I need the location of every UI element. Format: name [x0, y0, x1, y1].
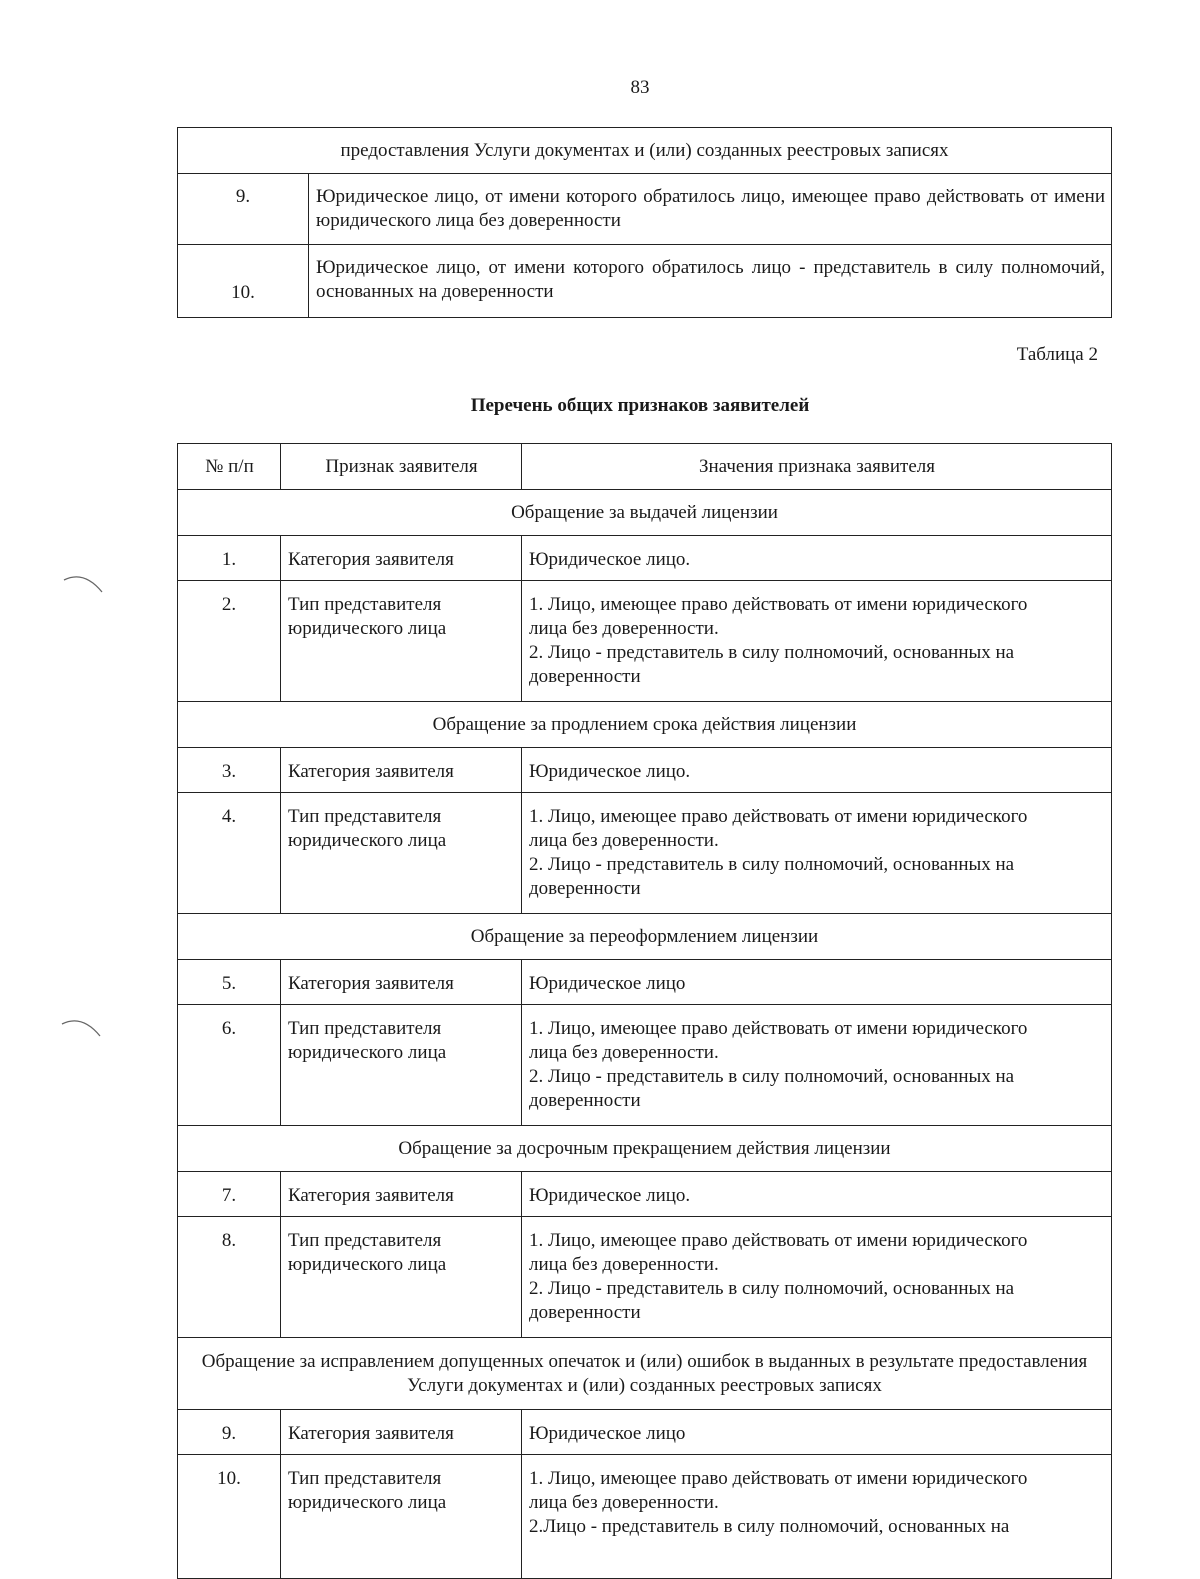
attribute-cell: Тип представителя юридического лица [281, 1455, 522, 1579]
margin-scan-mark [60, 1012, 104, 1040]
row-number: 1. [178, 536, 281, 581]
row-number: 7. [178, 1172, 281, 1217]
section-header: Обращение за исправлением допущенных опечаток и (или) ошибок в выданных в результате предоставления Услуги документах и (или) созданных реестровых записях [178, 1338, 1112, 1410]
column-header: Значения признака заявителя [522, 444, 1112, 490]
section-row [178, 914, 1112, 960]
section-header: Обращение за досрочным прекращением действия лицензии [178, 1126, 1112, 1172]
table-row [178, 128, 1112, 174]
row-number: 9. [178, 1410, 281, 1455]
table-row [178, 1455, 1112, 1579]
attribute-cell: Тип представителя юридического лица [281, 1217, 522, 1338]
table-row [178, 1005, 1112, 1126]
row-number: 6. [178, 1005, 281, 1126]
value-line: лица без доверенности. [529, 830, 719, 851]
applicant-attributes-table [177, 443, 1112, 1579]
value-line: 2. Лицо - представитель в силу полномочий, основанных на [529, 1066, 1015, 1087]
value-line: 2. Лицо - представитель в силу полномочий, основанных на [529, 854, 1015, 875]
section-row [178, 1126, 1112, 1172]
value-line: 1. Лицо, имеющее право действовать от имени юридического [529, 1468, 1028, 1489]
table-row [178, 245, 1112, 318]
value-cell: Юридическое лицо [522, 960, 1112, 1005]
value-cell: Юридическое лицо. [522, 1172, 1112, 1217]
section-header: Обращение за выдачей лицензии [178, 490, 1112, 536]
value-line: 2.Лицо - представитель в силу полномочий, основанных на [529, 1516, 1010, 1537]
table-title: Перечень общих признаков заявителей [470, 395, 810, 416]
section-header: предоставления Услуги документах и (или) созданных реестровых записях [178, 128, 1112, 174]
attribute-cell: Тип представителя юридического лица [281, 793, 522, 914]
value-line: 1. Лицо, имеющее право действовать от имени юридического [529, 1018, 1028, 1039]
table-row [178, 1172, 1112, 1217]
table-row [178, 1410, 1112, 1455]
section-row [178, 702, 1112, 748]
value-cell: Юридическое лицо. [522, 748, 1112, 793]
table-row [178, 793, 1112, 914]
attribute-cell: Тип представителя юридического лица [281, 1005, 522, 1126]
row-text: Юридическое лицо, от имени которого обратилось лицо, имеющее право действовать от имени юридического лица без доверенности [309, 174, 1112, 245]
section-header: Обращение за переоформлением лицензии [178, 914, 1112, 960]
value-cell [522, 581, 1112, 702]
value-cell: Юридическое лицо. [522, 536, 1112, 581]
table-row [178, 1217, 1112, 1338]
attribute-cell: Категория заявителя [281, 1172, 522, 1217]
row-number: 9. [178, 174, 309, 245]
value-cell: Юридическое лицо [522, 1410, 1112, 1455]
value-cell [522, 1455, 1112, 1579]
table-continued [177, 127, 1112, 318]
column-header: Признак заявителя [281, 444, 522, 490]
row-number: 10. [178, 245, 309, 318]
value-cell [522, 793, 1112, 914]
value-cell [522, 1005, 1112, 1126]
row-text: Юридическое лицо, от имени которого обратилось лицо - представитель в силу полномочий, основанных на доверенности [309, 245, 1112, 318]
attribute-cell: Тип представителя юридического лица [281, 581, 522, 702]
row-number: 4. [178, 793, 281, 914]
value-line: доверенности [529, 1090, 641, 1111]
section-row [178, 1338, 1112, 1410]
margin-scan-mark [62, 568, 106, 596]
table-row [178, 536, 1112, 581]
attribute-cell: Категория заявителя [281, 748, 522, 793]
table-caption: Таблица 2 [1016, 344, 1098, 365]
table-row [178, 748, 1112, 793]
row-number: 5. [178, 960, 281, 1005]
column-header: № п/п [178, 444, 281, 490]
value-line: 2. Лицо - представитель в силу полномочий, основанных на [529, 1278, 1015, 1299]
value-line: 1. Лицо, имеющее право действовать от имени юридического [529, 806, 1028, 827]
table-row [178, 960, 1112, 1005]
value-line: доверенности [529, 1302, 641, 1323]
table-header-row [178, 444, 1112, 490]
attribute-cell: Категория заявителя [281, 536, 522, 581]
page-number: 83 [630, 77, 650, 98]
table-row [178, 174, 1112, 245]
row-number: 2. [178, 581, 281, 702]
value-line: лица без доверенности. [529, 1492, 719, 1513]
value-line: лица без доверенности. [529, 1254, 719, 1275]
value-line: лица без доверенности. [529, 618, 719, 639]
row-number: 8. [178, 1217, 281, 1338]
section-row [178, 490, 1112, 536]
attribute-cell: Категория заявителя [281, 1410, 522, 1455]
section-header: Обращение за продлением срока действия лицензии [178, 702, 1112, 748]
value-cell [522, 1217, 1112, 1338]
value-line: 2. Лицо - представитель в силу полномочий, основанных на [529, 642, 1015, 663]
attribute-cell: Категория заявителя [281, 960, 522, 1005]
value-line: 1. Лицо, имеющее право действовать от имени юридического [529, 594, 1028, 615]
row-number: 10. [178, 1455, 281, 1579]
value-line: доверенности [529, 666, 641, 687]
value-line: доверенности [529, 878, 641, 899]
value-line: 1. Лицо, имеющее право действовать от имени юридического [529, 1230, 1028, 1251]
row-number: 3. [178, 748, 281, 793]
value-line: лица без доверенности. [529, 1042, 719, 1063]
table-row [178, 581, 1112, 702]
